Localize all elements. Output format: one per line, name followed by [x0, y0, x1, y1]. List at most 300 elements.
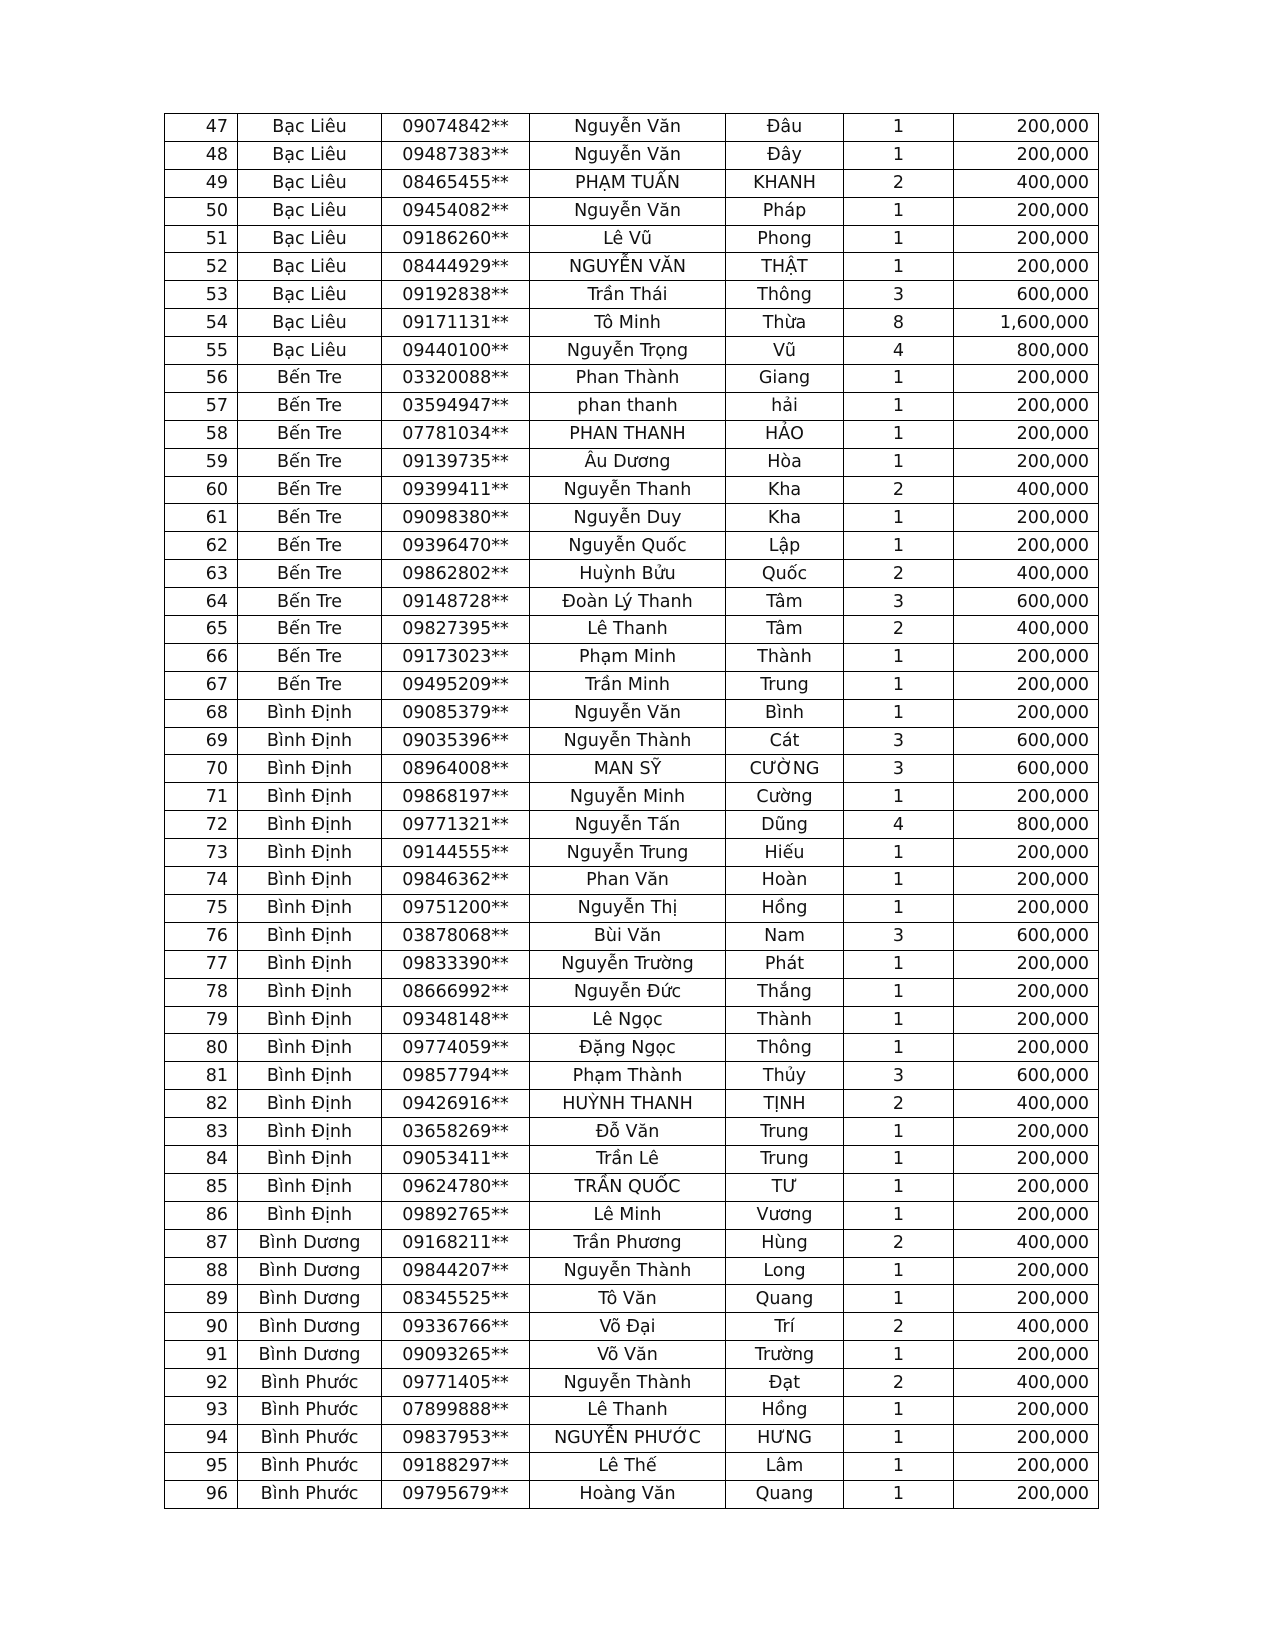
- province-cell: Bình Định: [238, 1145, 382, 1173]
- given-name-cell: Trường: [726, 1341, 844, 1369]
- surname-cell: Nguyễn Thành: [530, 1257, 726, 1285]
- row-number: 64: [165, 588, 238, 616]
- phone-cell: 09624780**: [382, 1173, 530, 1201]
- phone-cell: 09751200**: [382, 894, 530, 922]
- phone-cell: 08964008**: [382, 755, 530, 783]
- amount-cell: 200,000: [954, 253, 1099, 281]
- quantity-cell: 2: [844, 560, 954, 588]
- phone-cell: 09454082**: [382, 197, 530, 225]
- amount-cell: 200,000: [954, 1257, 1099, 1285]
- surname-cell: HUỲNH THANH: [530, 1090, 726, 1118]
- phone-cell: 09487383**: [382, 141, 530, 169]
- row-number: 47: [165, 114, 238, 142]
- given-name-cell: Hiếu: [726, 839, 844, 867]
- quantity-cell: 1: [844, 114, 954, 142]
- amount-cell: 600,000: [954, 727, 1099, 755]
- phone-cell: 09336766**: [382, 1313, 530, 1341]
- quantity-cell: 3: [844, 755, 954, 783]
- province-cell: Bình Phước: [238, 1396, 382, 1424]
- row-number: 57: [165, 392, 238, 420]
- province-cell: Bạc Liêu: [238, 253, 382, 281]
- table-row: [165, 1285, 1099, 1313]
- phone-cell: 09827395**: [382, 616, 530, 644]
- surname-cell: PHAN THANH: [530, 420, 726, 448]
- phone-cell: 09173023**: [382, 643, 530, 671]
- row-number: 88: [165, 1257, 238, 1285]
- province-cell: Bạc Liêu: [238, 225, 382, 253]
- amount-cell: 400,000: [954, 1229, 1099, 1257]
- surname-cell: Trần Phương: [530, 1229, 726, 1257]
- province-cell: Bạc Liêu: [238, 197, 382, 225]
- quantity-cell: 3: [844, 281, 954, 309]
- province-cell: Bến Tre: [238, 643, 382, 671]
- given-name-cell: Lập: [726, 532, 844, 560]
- phone-cell: 09348148**: [382, 1006, 530, 1034]
- province-cell: Bình Định: [238, 867, 382, 895]
- given-name-cell: Vương: [726, 1201, 844, 1229]
- row-number: 87: [165, 1229, 238, 1257]
- surname-cell: Hoàng Văn: [530, 1480, 726, 1508]
- row-number: 93: [165, 1396, 238, 1424]
- amount-cell: 200,000: [954, 839, 1099, 867]
- amount-cell: 200,000: [954, 671, 1099, 699]
- given-name-cell: hải: [726, 392, 844, 420]
- surname-cell: Nguyễn Đức: [530, 978, 726, 1006]
- surname-cell: Lê Minh: [530, 1201, 726, 1229]
- quantity-cell: 1: [844, 197, 954, 225]
- surname-cell: Trần Thái: [530, 281, 726, 309]
- quantity-cell: 1: [844, 867, 954, 895]
- quantity-cell: 1: [844, 1145, 954, 1173]
- table-row: [165, 197, 1099, 225]
- row-number: 94: [165, 1424, 238, 1452]
- phone-cell: 09857794**: [382, 1062, 530, 1090]
- row-number: 78: [165, 978, 238, 1006]
- amount-cell: 200,000: [954, 978, 1099, 1006]
- table-row: [165, 643, 1099, 671]
- given-name-cell: Hồng: [726, 894, 844, 922]
- surname-cell: Đặng Ngọc: [530, 1034, 726, 1062]
- amount-cell: 400,000: [954, 476, 1099, 504]
- amount-cell: 200,000: [954, 643, 1099, 671]
- quantity-cell: 3: [844, 588, 954, 616]
- given-name-cell: Thắng: [726, 978, 844, 1006]
- quantity-cell: 1: [844, 1341, 954, 1369]
- province-cell: Bến Tre: [238, 420, 382, 448]
- quantity-cell: 1: [844, 643, 954, 671]
- amount-cell: 400,000: [954, 560, 1099, 588]
- phone-cell: 07899888**: [382, 1396, 530, 1424]
- phone-cell: 09139735**: [382, 448, 530, 476]
- row-number: 91: [165, 1341, 238, 1369]
- table-row: [165, 755, 1099, 783]
- phone-cell: 09093265**: [382, 1341, 530, 1369]
- given-name-cell: Bình: [726, 699, 844, 727]
- quantity-cell: 1: [844, 1173, 954, 1201]
- surname-cell: Âu Dương: [530, 448, 726, 476]
- surname-cell: MAN SỸ: [530, 755, 726, 783]
- province-cell: Bình Dương: [238, 1341, 382, 1369]
- row-number: 84: [165, 1145, 238, 1173]
- amount-cell: 400,000: [954, 1090, 1099, 1118]
- given-name-cell: Vũ: [726, 337, 844, 365]
- surname-cell: Nguyễn Thị: [530, 894, 726, 922]
- table-row: [165, 309, 1099, 337]
- province-cell: Bạc Liêu: [238, 169, 382, 197]
- row-number: 66: [165, 643, 238, 671]
- phone-cell: 09053411**: [382, 1145, 530, 1173]
- quantity-cell: 2: [844, 1090, 954, 1118]
- table-row: [165, 1369, 1099, 1397]
- given-name-cell: HƯNG: [726, 1424, 844, 1452]
- amount-cell: 1,600,000: [954, 309, 1099, 337]
- surname-cell: Nguyễn Văn: [530, 699, 726, 727]
- phone-cell: 09399411**: [382, 476, 530, 504]
- phone-cell: 09771321**: [382, 811, 530, 839]
- row-number: 53: [165, 281, 238, 309]
- table-row: [165, 448, 1099, 476]
- amount-cell: 200,000: [954, 114, 1099, 142]
- table-row: [165, 392, 1099, 420]
- quantity-cell: 1: [844, 1480, 954, 1508]
- quantity-cell: 1: [844, 1257, 954, 1285]
- phone-cell: 09440100**: [382, 337, 530, 365]
- table-row: [165, 1313, 1099, 1341]
- row-number: 76: [165, 922, 238, 950]
- amount-cell: 200,000: [954, 1341, 1099, 1369]
- phone-cell: 08345525**: [382, 1285, 530, 1313]
- phone-cell: 08666992**: [382, 978, 530, 1006]
- given-name-cell: Quang: [726, 1285, 844, 1313]
- phone-cell: 09846362**: [382, 867, 530, 895]
- row-number: 68: [165, 699, 238, 727]
- province-cell: Bình Định: [238, 1118, 382, 1146]
- surname-cell: Nguyễn Văn: [530, 197, 726, 225]
- given-name-cell: Nam: [726, 922, 844, 950]
- surname-cell: Phạm Thành: [530, 1062, 726, 1090]
- province-cell: Bến Tre: [238, 560, 382, 588]
- phone-cell: 09171131**: [382, 309, 530, 337]
- table-row: [165, 867, 1099, 895]
- table-row: [165, 1118, 1099, 1146]
- amount-cell: 600,000: [954, 588, 1099, 616]
- province-cell: Bạc Liêu: [238, 309, 382, 337]
- surname-cell: Trần Minh: [530, 671, 726, 699]
- quantity-cell: 1: [844, 783, 954, 811]
- given-name-cell: Phong: [726, 225, 844, 253]
- given-name-cell: Đâu: [726, 114, 844, 142]
- given-name-cell: Đây: [726, 141, 844, 169]
- surname-cell: Nguyễn Minh: [530, 783, 726, 811]
- province-cell: Bình Định: [238, 783, 382, 811]
- table-row: [165, 420, 1099, 448]
- phone-cell: 09795679**: [382, 1480, 530, 1508]
- row-number: 49: [165, 169, 238, 197]
- row-number: 51: [165, 225, 238, 253]
- row-number: 71: [165, 783, 238, 811]
- province-cell: Bình Định: [238, 1062, 382, 1090]
- surname-cell: Võ Đại: [530, 1313, 726, 1341]
- province-cell: Bình Phước: [238, 1452, 382, 1480]
- row-number: 77: [165, 950, 238, 978]
- table-row: [165, 281, 1099, 309]
- quantity-cell: 1: [844, 392, 954, 420]
- quantity-cell: 3: [844, 727, 954, 755]
- given-name-cell: Dũng: [726, 811, 844, 839]
- given-name-cell: Giang: [726, 365, 844, 393]
- phone-cell: 07781034**: [382, 420, 530, 448]
- province-cell: Bến Tre: [238, 504, 382, 532]
- amount-cell: 200,000: [954, 699, 1099, 727]
- amount-cell: 600,000: [954, 922, 1099, 950]
- amount-cell: 200,000: [954, 365, 1099, 393]
- amount-cell: 200,000: [954, 1201, 1099, 1229]
- table-row: [165, 671, 1099, 699]
- surname-cell: NGUYỄN PHƯỚC: [530, 1424, 726, 1452]
- surname-cell: Võ Văn: [530, 1341, 726, 1369]
- amount-cell: 200,000: [954, 392, 1099, 420]
- quantity-cell: 1: [844, 448, 954, 476]
- given-name-cell: Tâm: [726, 616, 844, 644]
- quantity-cell: 2: [844, 1313, 954, 1341]
- phone-cell: 09168211**: [382, 1229, 530, 1257]
- table-row: [165, 783, 1099, 811]
- quantity-cell: 1: [844, 1006, 954, 1034]
- quantity-cell: 1: [844, 839, 954, 867]
- given-name-cell: Hồng: [726, 1396, 844, 1424]
- quantity-cell: 2: [844, 1229, 954, 1257]
- given-name-cell: Hoàn: [726, 867, 844, 895]
- phone-cell: 09186260**: [382, 225, 530, 253]
- phone-cell: 09771405**: [382, 1369, 530, 1397]
- amount-cell: 800,000: [954, 337, 1099, 365]
- row-number: 63: [165, 560, 238, 588]
- province-cell: Bình Định: [238, 811, 382, 839]
- table-row: [165, 1341, 1099, 1369]
- surname-cell: Bùi Văn: [530, 922, 726, 950]
- given-name-cell: Trung: [726, 1118, 844, 1146]
- quantity-cell: 1: [844, 253, 954, 281]
- given-name-cell: Pháp: [726, 197, 844, 225]
- table-row: [165, 1090, 1099, 1118]
- row-number: 80: [165, 1034, 238, 1062]
- given-name-cell: Lâm: [726, 1452, 844, 1480]
- phone-cell: 09085379**: [382, 699, 530, 727]
- amount-cell: 200,000: [954, 420, 1099, 448]
- given-name-cell: Trí: [726, 1313, 844, 1341]
- province-cell: Bình Định: [238, 922, 382, 950]
- quantity-cell: 4: [844, 811, 954, 839]
- given-name-cell: Trung: [726, 671, 844, 699]
- row-number: 65: [165, 616, 238, 644]
- amount-cell: 200,000: [954, 448, 1099, 476]
- row-number: 60: [165, 476, 238, 504]
- quantity-cell: 1: [844, 950, 954, 978]
- phone-cell: 09495209**: [382, 671, 530, 699]
- quantity-cell: 1: [844, 1201, 954, 1229]
- quantity-cell: 1: [844, 699, 954, 727]
- given-name-cell: Tâm: [726, 588, 844, 616]
- surname-cell: Nguyễn Văn: [530, 114, 726, 142]
- table-row: [165, 1424, 1099, 1452]
- given-name-cell: Quốc: [726, 560, 844, 588]
- phone-cell: 09192838**: [382, 281, 530, 309]
- amount-cell: 200,000: [954, 1006, 1099, 1034]
- given-name-cell: Hùng: [726, 1229, 844, 1257]
- table-row: [165, 588, 1099, 616]
- province-cell: Bạc Liêu: [238, 141, 382, 169]
- given-name-cell: Thông: [726, 281, 844, 309]
- amount-cell: 400,000: [954, 616, 1099, 644]
- table-row: [165, 225, 1099, 253]
- quantity-cell: 1: [844, 141, 954, 169]
- row-number: 58: [165, 420, 238, 448]
- table-row: [165, 1034, 1099, 1062]
- table-row: [165, 839, 1099, 867]
- province-cell: Bến Tre: [238, 392, 382, 420]
- quantity-cell: 1: [844, 1285, 954, 1313]
- quantity-cell: 1: [844, 1424, 954, 1452]
- table-row: [165, 1452, 1099, 1480]
- surname-cell: Đoàn Lý Thanh: [530, 588, 726, 616]
- table-row: [165, 950, 1099, 978]
- row-number: 59: [165, 448, 238, 476]
- surname-cell: Đỗ Văn: [530, 1118, 726, 1146]
- table-row: [165, 1006, 1099, 1034]
- given-name-cell: Trung: [726, 1145, 844, 1173]
- amount-cell: 200,000: [954, 894, 1099, 922]
- province-cell: Bến Tre: [238, 448, 382, 476]
- province-cell: Bình Dương: [238, 1229, 382, 1257]
- phone-cell: 09098380**: [382, 504, 530, 532]
- province-cell: Bình Định: [238, 839, 382, 867]
- given-name-cell: Thủy: [726, 1062, 844, 1090]
- quantity-cell: 1: [844, 671, 954, 699]
- given-name-cell: Thành: [726, 1006, 844, 1034]
- amount-cell: 200,000: [954, 197, 1099, 225]
- quantity-cell: 3: [844, 922, 954, 950]
- province-cell: Bình Định: [238, 978, 382, 1006]
- province-cell: Bình Phước: [238, 1369, 382, 1397]
- province-cell: Bình Định: [238, 699, 382, 727]
- quantity-cell: 1: [844, 894, 954, 922]
- phone-cell: 03658269**: [382, 1118, 530, 1146]
- province-cell: Bến Tre: [238, 365, 382, 393]
- row-number: 75: [165, 894, 238, 922]
- surname-cell: Tô Văn: [530, 1285, 726, 1313]
- surname-cell: PHẠM TUẤN: [530, 169, 726, 197]
- row-number: 95: [165, 1452, 238, 1480]
- surname-cell: Lê Thanh: [530, 1396, 726, 1424]
- phone-cell: 09144555**: [382, 839, 530, 867]
- surname-cell: Lê Thế: [530, 1452, 726, 1480]
- table-row: [165, 532, 1099, 560]
- province-cell: Bến Tre: [238, 671, 382, 699]
- table-row: [165, 922, 1099, 950]
- table-row: [165, 811, 1099, 839]
- phone-cell: 09892765**: [382, 1201, 530, 1229]
- phone-cell: 03594947**: [382, 392, 530, 420]
- given-name-cell: Thông: [726, 1034, 844, 1062]
- surname-cell: NGUYỄN VĂN: [530, 253, 726, 281]
- surname-cell: Phạm Minh: [530, 643, 726, 671]
- surname-cell: Phan Thành: [530, 365, 726, 393]
- table-row: [165, 894, 1099, 922]
- province-cell: Bình Định: [238, 727, 382, 755]
- amount-cell: 200,000: [954, 867, 1099, 895]
- province-cell: Bến Tre: [238, 476, 382, 504]
- row-number: 67: [165, 671, 238, 699]
- province-cell: Bến Tre: [238, 588, 382, 616]
- table-row: [165, 1145, 1099, 1173]
- quantity-cell: 1: [844, 1118, 954, 1146]
- given-name-cell: Thừa: [726, 309, 844, 337]
- given-name-cell: CƯỜNG: [726, 755, 844, 783]
- row-number: 89: [165, 1285, 238, 1313]
- table-row: [165, 727, 1099, 755]
- surname-cell: Nguyễn Trung: [530, 839, 726, 867]
- amount-cell: 200,000: [954, 504, 1099, 532]
- given-name-cell: KHANH: [726, 169, 844, 197]
- quantity-cell: 1: [844, 1452, 954, 1480]
- row-number: 48: [165, 141, 238, 169]
- row-number: 69: [165, 727, 238, 755]
- province-cell: Bình Định: [238, 894, 382, 922]
- winners-table: [164, 113, 1099, 1509]
- phone-cell: 03320088**: [382, 365, 530, 393]
- quantity-cell: 1: [844, 532, 954, 560]
- row-number: 62: [165, 532, 238, 560]
- phone-cell: 09396470**: [382, 532, 530, 560]
- table-body: [165, 114, 1099, 1509]
- table-row: [165, 504, 1099, 532]
- surname-cell: Nguyễn Thành: [530, 1369, 726, 1397]
- table-row: [165, 141, 1099, 169]
- amount-cell: 400,000: [954, 169, 1099, 197]
- row-number: 72: [165, 811, 238, 839]
- amount-cell: 200,000: [954, 141, 1099, 169]
- quantity-cell: 1: [844, 420, 954, 448]
- province-cell: Bình Phước: [238, 1424, 382, 1452]
- amount-cell: 400,000: [954, 1369, 1099, 1397]
- row-number: 85: [165, 1173, 238, 1201]
- amount-cell: 200,000: [954, 225, 1099, 253]
- given-name-cell: TỊNH: [726, 1090, 844, 1118]
- table-row: [165, 1396, 1099, 1424]
- surname-cell: Nguyễn Quốc: [530, 532, 726, 560]
- province-cell: Bình Dương: [238, 1257, 382, 1285]
- phone-cell: 09074842**: [382, 114, 530, 142]
- given-name-cell: Kha: [726, 504, 844, 532]
- amount-cell: 200,000: [954, 1452, 1099, 1480]
- quantity-cell: 2: [844, 169, 954, 197]
- table-row: [165, 1201, 1099, 1229]
- table-row: [165, 1229, 1099, 1257]
- quantity-cell: 1: [844, 1396, 954, 1424]
- amount-cell: 600,000: [954, 755, 1099, 783]
- quantity-cell: 2: [844, 476, 954, 504]
- surname-cell: Phan Văn: [530, 867, 726, 895]
- province-cell: Bạc Liêu: [238, 281, 382, 309]
- amount-cell: 200,000: [954, 1118, 1099, 1146]
- row-number: 86: [165, 1201, 238, 1229]
- amount-cell: 400,000: [954, 1313, 1099, 1341]
- surname-cell: Nguyễn Tấn: [530, 811, 726, 839]
- surname-cell: phan thanh: [530, 392, 726, 420]
- amount-cell: 200,000: [954, 1396, 1099, 1424]
- given-name-cell: Phát: [726, 950, 844, 978]
- row-number: 82: [165, 1090, 238, 1118]
